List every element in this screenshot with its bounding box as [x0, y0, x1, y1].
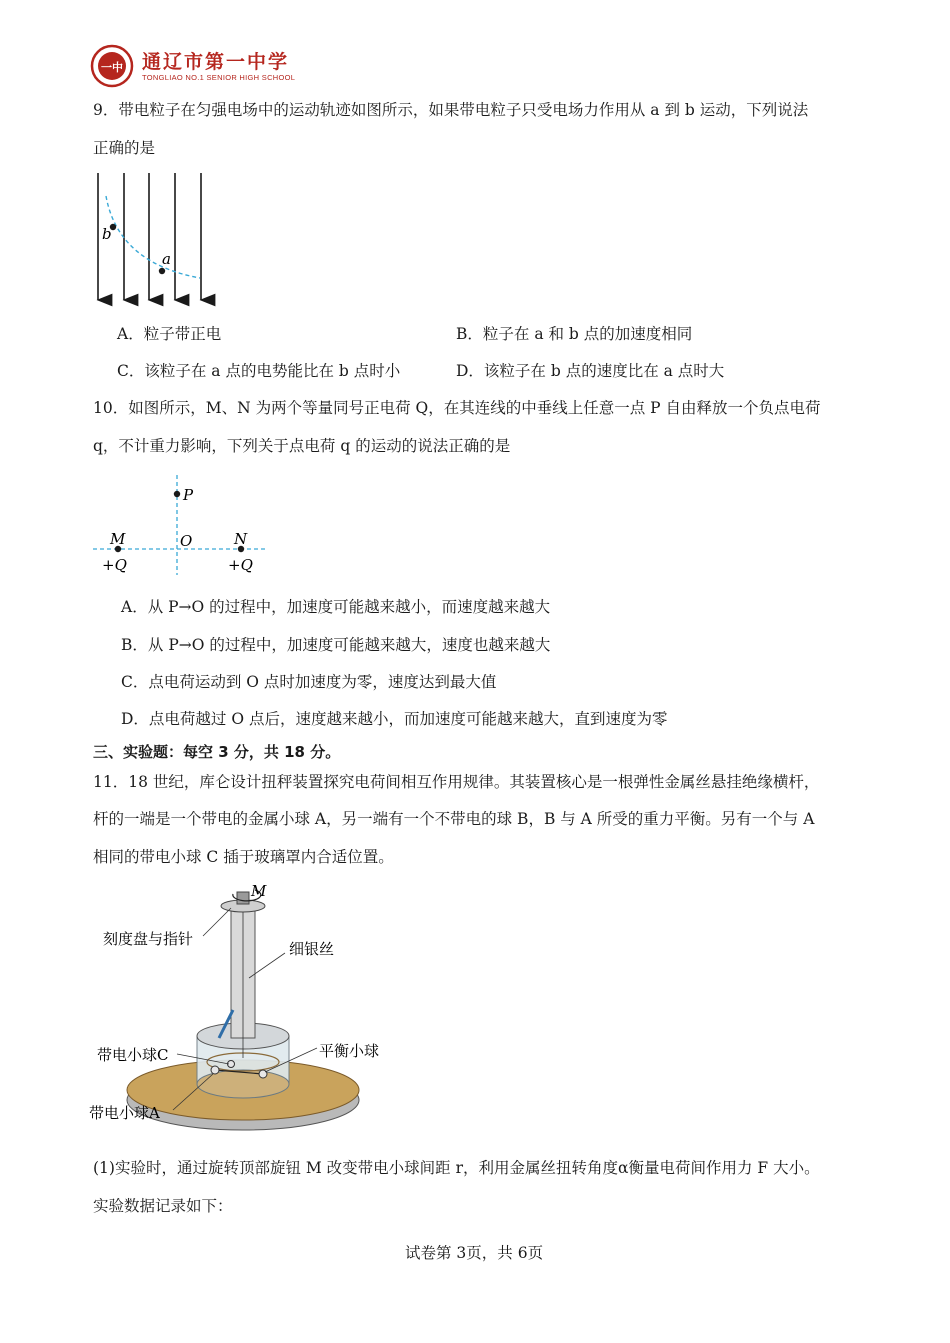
label-ball-c: 带电小球C: [97, 1046, 169, 1064]
leader-dial: [203, 908, 231, 936]
q10-option-a[interactable]: A．从 P→O 的过程中，加速度可能越来越小，而速度越来越大: [121, 598, 551, 616]
glass-bottom: [197, 1070, 289, 1098]
q9-option-a[interactable]: A．粒子带正电: [117, 325, 222, 343]
torsion-balance-figure: [85, 878, 405, 1138]
section-title: 三、实验题：每空 3 分，共 18 分。: [93, 743, 341, 761]
label-a: a: [162, 250, 171, 268]
label-dial: 刻度盘与指针: [103, 930, 194, 948]
q10-option-d[interactable]: D．点电荷越过 O 点后，速度越来越小，而加速度可能越来越大，直到速度为零: [121, 710, 668, 728]
q9-option-b[interactable]: B．粒子在 a 和 b 点的加速度相同: [456, 325, 693, 343]
school-name-en: TONGLIAO NO.1 SENIOR HIGH SCHOOL: [142, 73, 296, 82]
label-m: M: [110, 530, 126, 548]
page-footer: 试卷第 3页，共 6页: [405, 1244, 544, 1262]
q9-stem-line1: 9．带电粒子在匀强电场中的运动轨迹如图所示，如果带电粒子只受电场力作用从 a 到 b 运动，下列说法: [93, 101, 809, 119]
q10-stem-line2: q，不计重力影响，下列关于点电荷 q 的运动的说法正确的是: [93, 437, 511, 455]
label-balance: 平衡小球: [319, 1042, 380, 1060]
point-a: [159, 268, 165, 274]
label-n: N: [234, 530, 248, 548]
label-p: P: [183, 486, 194, 504]
q10-stem-line1: 10．如图所示，M、N 为两个等量同号正电荷 Q，在其连线的中垂线上任意一点 P 自由释放一个负点电荷: [93, 399, 821, 417]
label-wire: 细银丝: [289, 940, 335, 958]
school-seal-icon: [90, 44, 134, 88]
q10-option-c[interactable]: C．点电荷运动到 O 点时加速度为零，速度达到最大值: [121, 673, 497, 691]
q9-field-figure: [88, 168, 218, 318]
point-p: [174, 491, 180, 497]
q11-stem-line1: 11．18 世纪，库仑设计扭秤装置探究电荷间相互作用规律。其装置核心是一根弹性金属丝悬挂绝缘横杆，: [93, 773, 820, 791]
trajectory-curve: [106, 196, 200, 278]
q10-charges-figure: [88, 470, 273, 580]
q9-option-d[interactable]: D．该粒子在 b 点的速度比在 a 点时大: [456, 362, 725, 380]
label-ball-a: 带电小球A: [89, 1104, 160, 1122]
q11-part1-line2: 实验数据记录如下：: [93, 1197, 233, 1215]
q9-option-c[interactable]: C．该粒子在 a 点的电势能比在 b 点时小: [117, 362, 401, 380]
school-logo: [90, 44, 350, 90]
field-lines: [98, 173, 201, 300]
q11-stem-line3: 相同的带电小球 C 插于玻璃罩内合适位置。: [93, 848, 394, 866]
school-name-cn: 通辽市第一中学: [142, 51, 290, 73]
q10-option-b[interactable]: B．从 P→O 的过程中，加速度可能越来越大，速度也越来越大: [121, 636, 551, 654]
ball-a: [211, 1066, 219, 1074]
seal-text: 一中: [101, 61, 123, 74]
label-m: M: [251, 882, 267, 900]
label-o: O: [180, 532, 193, 550]
label-b: b: [102, 225, 112, 243]
q9-stem-line2: 正确的是: [93, 139, 156, 157]
label-charge-left: +Q: [102, 556, 127, 574]
knob-m: [237, 892, 249, 904]
q11-part1-line1: (1)实验时，通过旋转顶部旋钮 M 改变带电小球间距 r，利用金属丝扭转角度α衡量电荷间作用力 F 大小。: [93, 1159, 820, 1177]
q11-stem-line2: 杆的一端是一个带电的金属小球 A，另一端有一个不带电的球 B，B 与 A 所受的重力平衡。另有一个与 A: [93, 810, 815, 828]
label-charge-right: +Q: [228, 556, 253, 574]
